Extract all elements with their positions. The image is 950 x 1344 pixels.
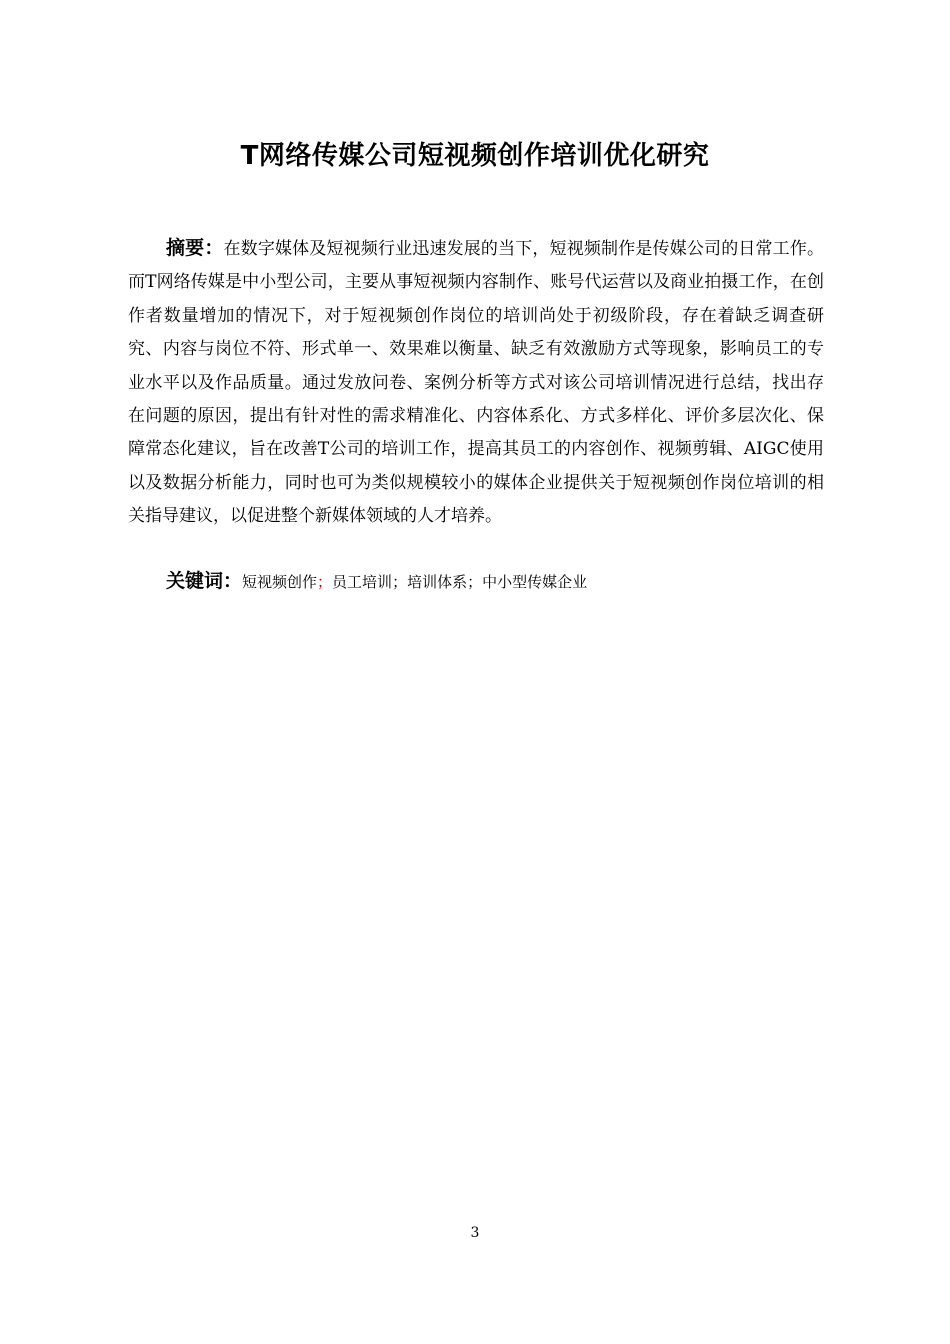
abstract-paragraph — [128, 232, 824, 534]
keyword-item: 短视频创作 — [242, 573, 318, 591]
keywords-line — [166, 565, 826, 599]
keyword-separator: ； — [317, 573, 333, 591]
keyword-item: 中小型传媒企业 — [482, 573, 588, 591]
keyword-item: 员工培训 — [332, 573, 393, 591]
keyword-item: 培训体系 — [407, 573, 468, 591]
abstract-label: 摘要： — [166, 237, 224, 259]
page-number: 3 — [470, 1225, 480, 1241]
keyword-separator: ； — [467, 573, 483, 591]
abstract-text: 在数字媒体及短视频行业迅速发展的当下，短视频制作是传媒公司的日常工作。而T网络传媒是中小型公司，主要从事短视频内容制作、账号代运营以及商业拍摄工作，在创作者数量增加的情况下，对于短视频创作岗位的培训尚处于初级阶段，存在着缺乏调查研究、内容与岗位不符、形式单一、效果难以衡量、缺乏有效激励方式等现象，影响员工的专业水平以及作品质量。通过发放问卷、案例分析等方式对该公司培训情况进行总结，找出存在问题的原因，提出有针对性的需求精准化、内容体系化、方式多样化、评价多层次化、保障常态化建议，旨在改善T公司的培训工作，提高其员工的内容创作、视频剪辑、AIGC使用以及数据分析能力，同时也可为类似规模较小的媒体企业提供关于短视频创作岗位培训的相关指导建议，以促进整个新媒体领域的人才培养。 — [128, 239, 824, 527]
keyword-separator: ； — [392, 573, 408, 591]
keywords-label: 关键词： — [166, 570, 243, 592]
paper-title: T网络传媒公司短视频创作培训优化研究 — [240, 141, 710, 171]
